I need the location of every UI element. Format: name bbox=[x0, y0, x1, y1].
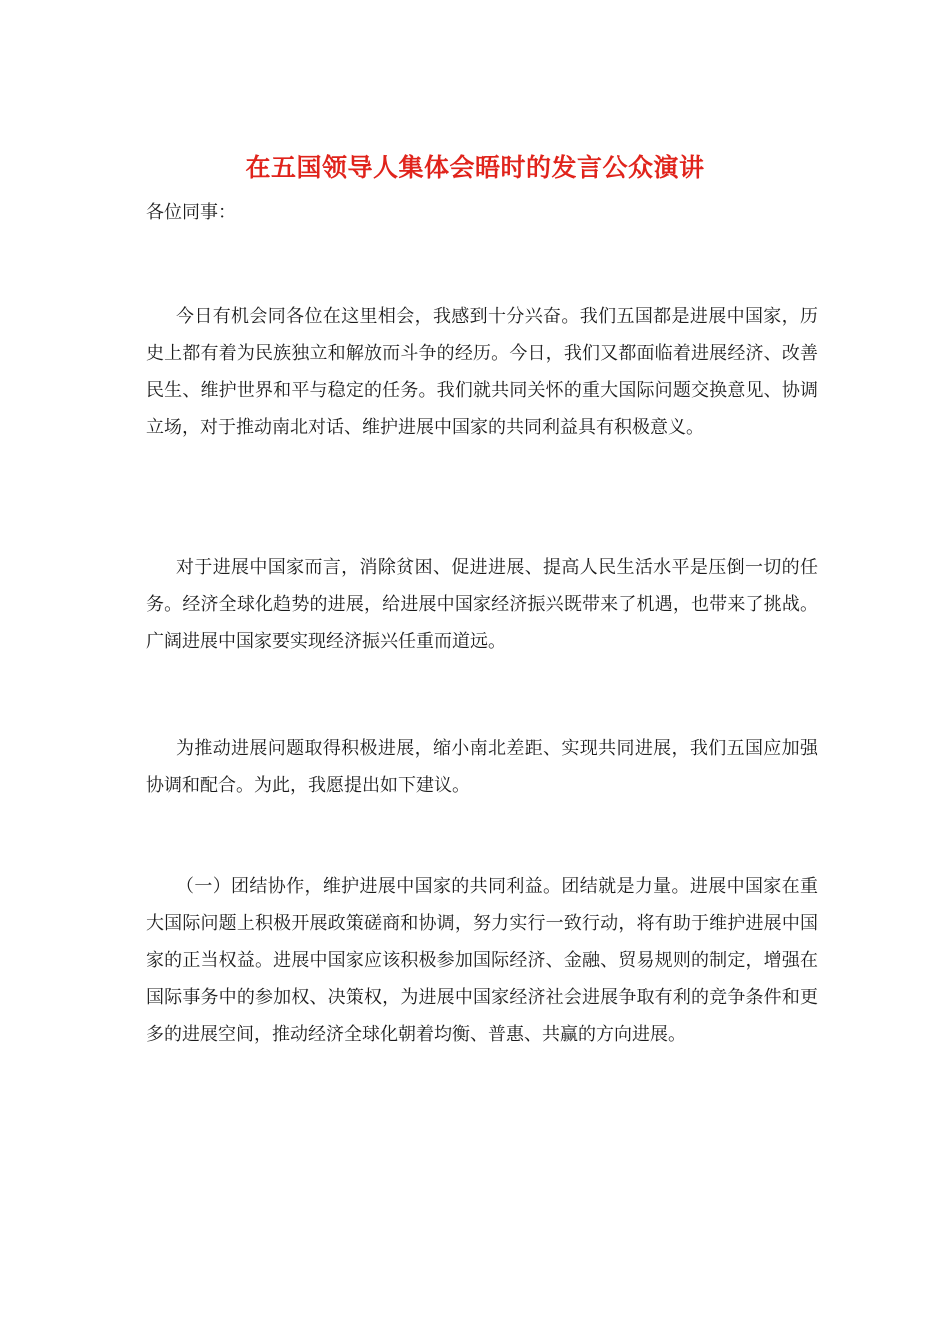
paragraph-4: （一）团结协作，维护进展中国家的共同利益。团结就是力量。进展中国家在重大国际问题上积极开展政策磋商和协调，努力实行一致行动，将有助于维护进展中国家的正当权益。进展中国家应该积极参加国际经济、金融、贸易规则的制定，增强在国际事务中的参加权、决策权，为进展中国家经济社会进展争取有利的竞争条件和更多的进展空间，推动经济全球化朝着均衡、普惠、共赢的方向进展。 bbox=[146, 876, 818, 1045]
paragraph-3: 为推动进展问题取得积极进展，缩小南北差距、实现共同进展，我们五国应加强协调和配合。为此，我愿提出如下建议。 bbox=[146, 738, 818, 796]
paragraph-2: 对于进展中国家而言，消除贫困、促进进展、提高人民生活水平是压倒一切的任务。经济全球化趋势的进展，给进展中国家经济振兴既带来了机遇，也带来了挑战。广阔进展中国家要实现经济振兴任重而道远。 bbox=[146, 557, 818, 652]
paragraph-1: 今日有机会同各位在这里相会，我感到十分兴奋。我们五国都是进展中国家，历史上都有着为民族独立和解放而斗争的经历。今日，我们又都面临着进展经济、改善民生、维护世界和平与稳定的任务。我们就共同关怀的重大国际问题交换意见、协调立场，对于推动南北对话、维护进展中国家的共同利益具有积极意义。 bbox=[146, 306, 818, 438]
salutation: 各位同事： bbox=[146, 202, 236, 223]
document-title: 在五国领导人集体会晤时的发言公众演讲 bbox=[245, 153, 705, 182]
